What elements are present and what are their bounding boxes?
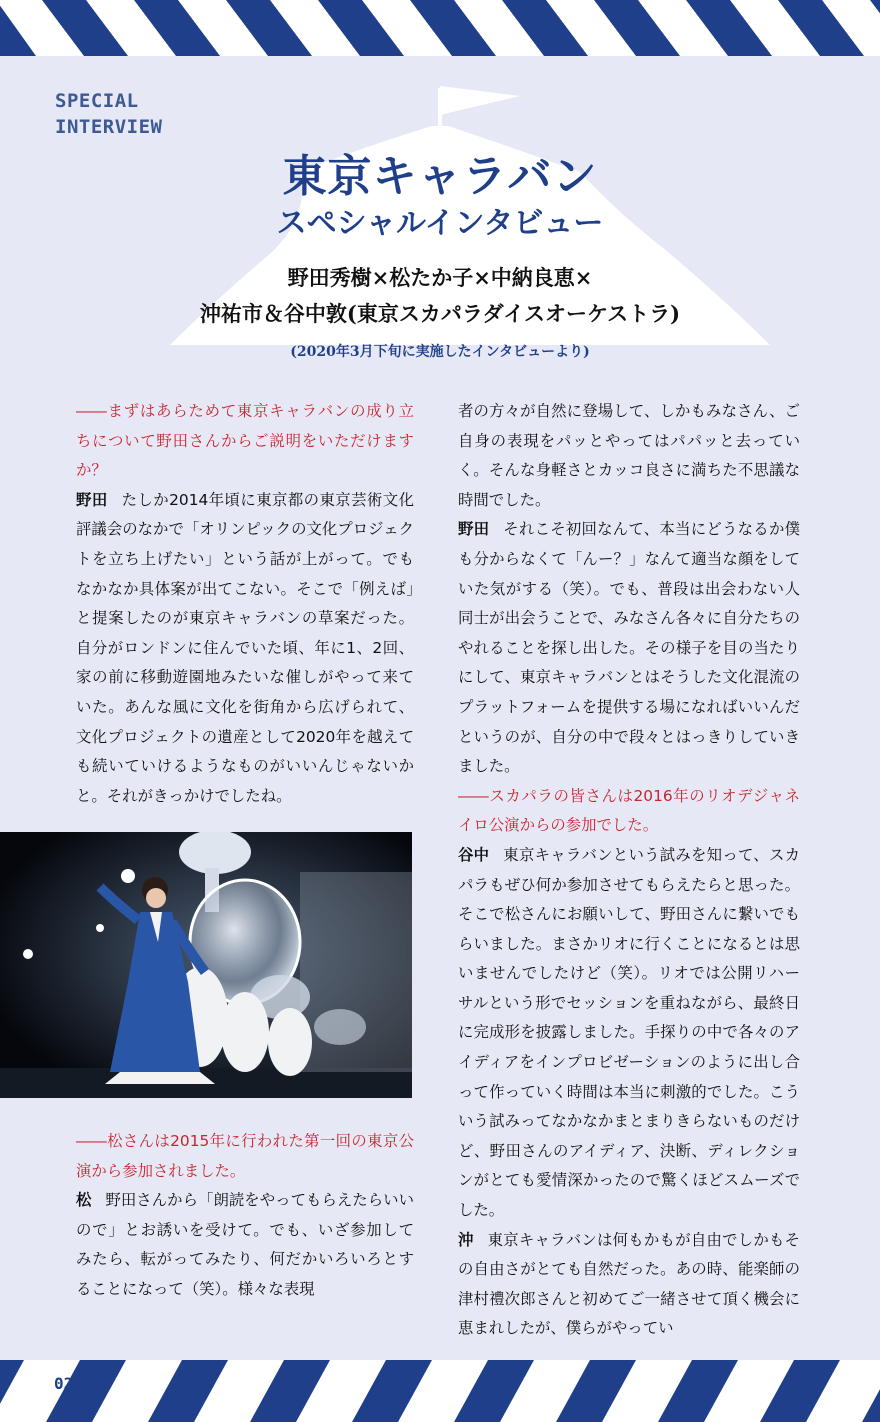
interview-question: ――松さんは2015年に行われた第一回の東京公演から参加されました。 bbox=[76, 1132, 414, 1180]
left-column-bottom bbox=[76, 1127, 414, 1305]
page-number: 02 bbox=[54, 1374, 74, 1393]
answer-text: たしか2014年頃に東京都の東京芸術文化評議会のなかで「オリンピックの文化プロジェクトを立ち上げたい」という話が上がって。でもなかなか具体案が出てこない。そこで「例えば」と提案したのが東京キャラバンの草案だった。自分がロンドンに住んでいた頃、年に1、2回、家の前に移動遊園地みたいな催しがやって来ていた。あんな風に文化を街角から広げられて、文化プロジェクトの遺産として2020年を越えても続いていけるようなものがいいんじゃないかと。それがきっかけでしたね。 bbox=[76, 490, 414, 805]
right-column bbox=[458, 397, 800, 1344]
speaker-name: 野田 bbox=[458, 520, 490, 539]
photo-icon bbox=[0, 832, 412, 1098]
stage-performance-photo bbox=[0, 832, 412, 1098]
bottom-stripe-band bbox=[0, 1360, 880, 1422]
page-title: 東京キャラバン bbox=[282, 151, 598, 202]
answer-text: 野田さんから「朗読をやってもらえたらいいので」とお誘いを受けて。でも、いざ参加してみたら、転がってみたり、何だかいろいろとすることになって（笑）。様々な表現 bbox=[76, 1191, 414, 1298]
interview-question: ――まずはあらためて東京キャラバンの成り立ちについて野田さんからご説明をいただけますか？ bbox=[76, 402, 414, 480]
speaker-name: 谷中 bbox=[458, 845, 490, 864]
interview-question: ――スカパラの皆さんは2016年のリオデジャネイロ公演からの参加でした。 bbox=[458, 786, 800, 835]
guests-line-2: 沖祐市＆谷中敦(東京スカパラダイスオーケストラ) bbox=[199, 301, 681, 326]
answer-text: 東京キャラバンという試みを知って、スカパラもぜひ何か参加させてもらえたらと思った。そこで松さんにお願いして、野田さんに繋いでもらいました。まさかリオに行くことになるとは思いませんでしたけど（笑）。リオでは公開リハーサルという形でセッションを重ねながら、最終日に完成形を披露しました。手探りの中で各々のアイディアをインプロビゼーションのように出し合って作っていく時間は本当に刺激的でした。こういう試みってなかなかまとまりきらないものだけど、野田さんのアイディア、決断、ディレクションがとても愛情深かったので驚くほどスムーズでした。 bbox=[458, 845, 800, 1220]
interview-answer bbox=[76, 1186, 414, 1304]
answer-text: 東京キャラバンは何もかもが自由でしかもその自由さがとても自然だった。あの時、能楽師の津村禮次郎さんと初めてご一緒させて頂く機会に恵まれしたが、僕らがやってい bbox=[458, 1230, 800, 1338]
speaker-name: 沖 bbox=[458, 1230, 474, 1249]
speaker-name: 野田 bbox=[76, 490, 108, 509]
interview-answer bbox=[458, 515, 800, 781]
interview-date-note: (2020年3月下旬に実施したインタビューより) bbox=[290, 344, 590, 360]
speaker-name: 松 bbox=[76, 1191, 92, 1210]
kicker-line-1: SPECIAL bbox=[55, 90, 139, 112]
answer-text: それこそ初回なんて、本当にどうなるか僕も分からなくて「んー？」なんて適当な顔をしていた気がする（笑）。でも、普段は出会わない人同士が出会うことで、みなさん各々に自分たちのやれることを探し出した。その様子を目の当たりにして、東京キャラバンとはそうした文化混流のプラットフォームを提供する場になればいいんだというのが、自分の中で段々とはっきりしていきました。 bbox=[458, 520, 800, 776]
interview-answer bbox=[458, 1226, 800, 1344]
interview-answer bbox=[76, 486, 414, 812]
guests-line-1: 野田秀樹×松たか子×中納良恵× bbox=[287, 265, 593, 290]
left-column-top bbox=[76, 397, 414, 811]
page-subtitle: スペシャルインタビュー bbox=[276, 206, 604, 241]
kicker-line-2: INTERVIEW bbox=[55, 116, 163, 138]
answer-continuation: 者の方々が自然に登場して、しかもみなさん、ご自身の表現をパッとやってはパパッと去っていく。そんな身軽さとカッコ良さに満ちた不思議な時間でした。 bbox=[458, 402, 800, 509]
special-interview-label bbox=[55, 88, 162, 140]
interview-answer bbox=[458, 841, 800, 1226]
